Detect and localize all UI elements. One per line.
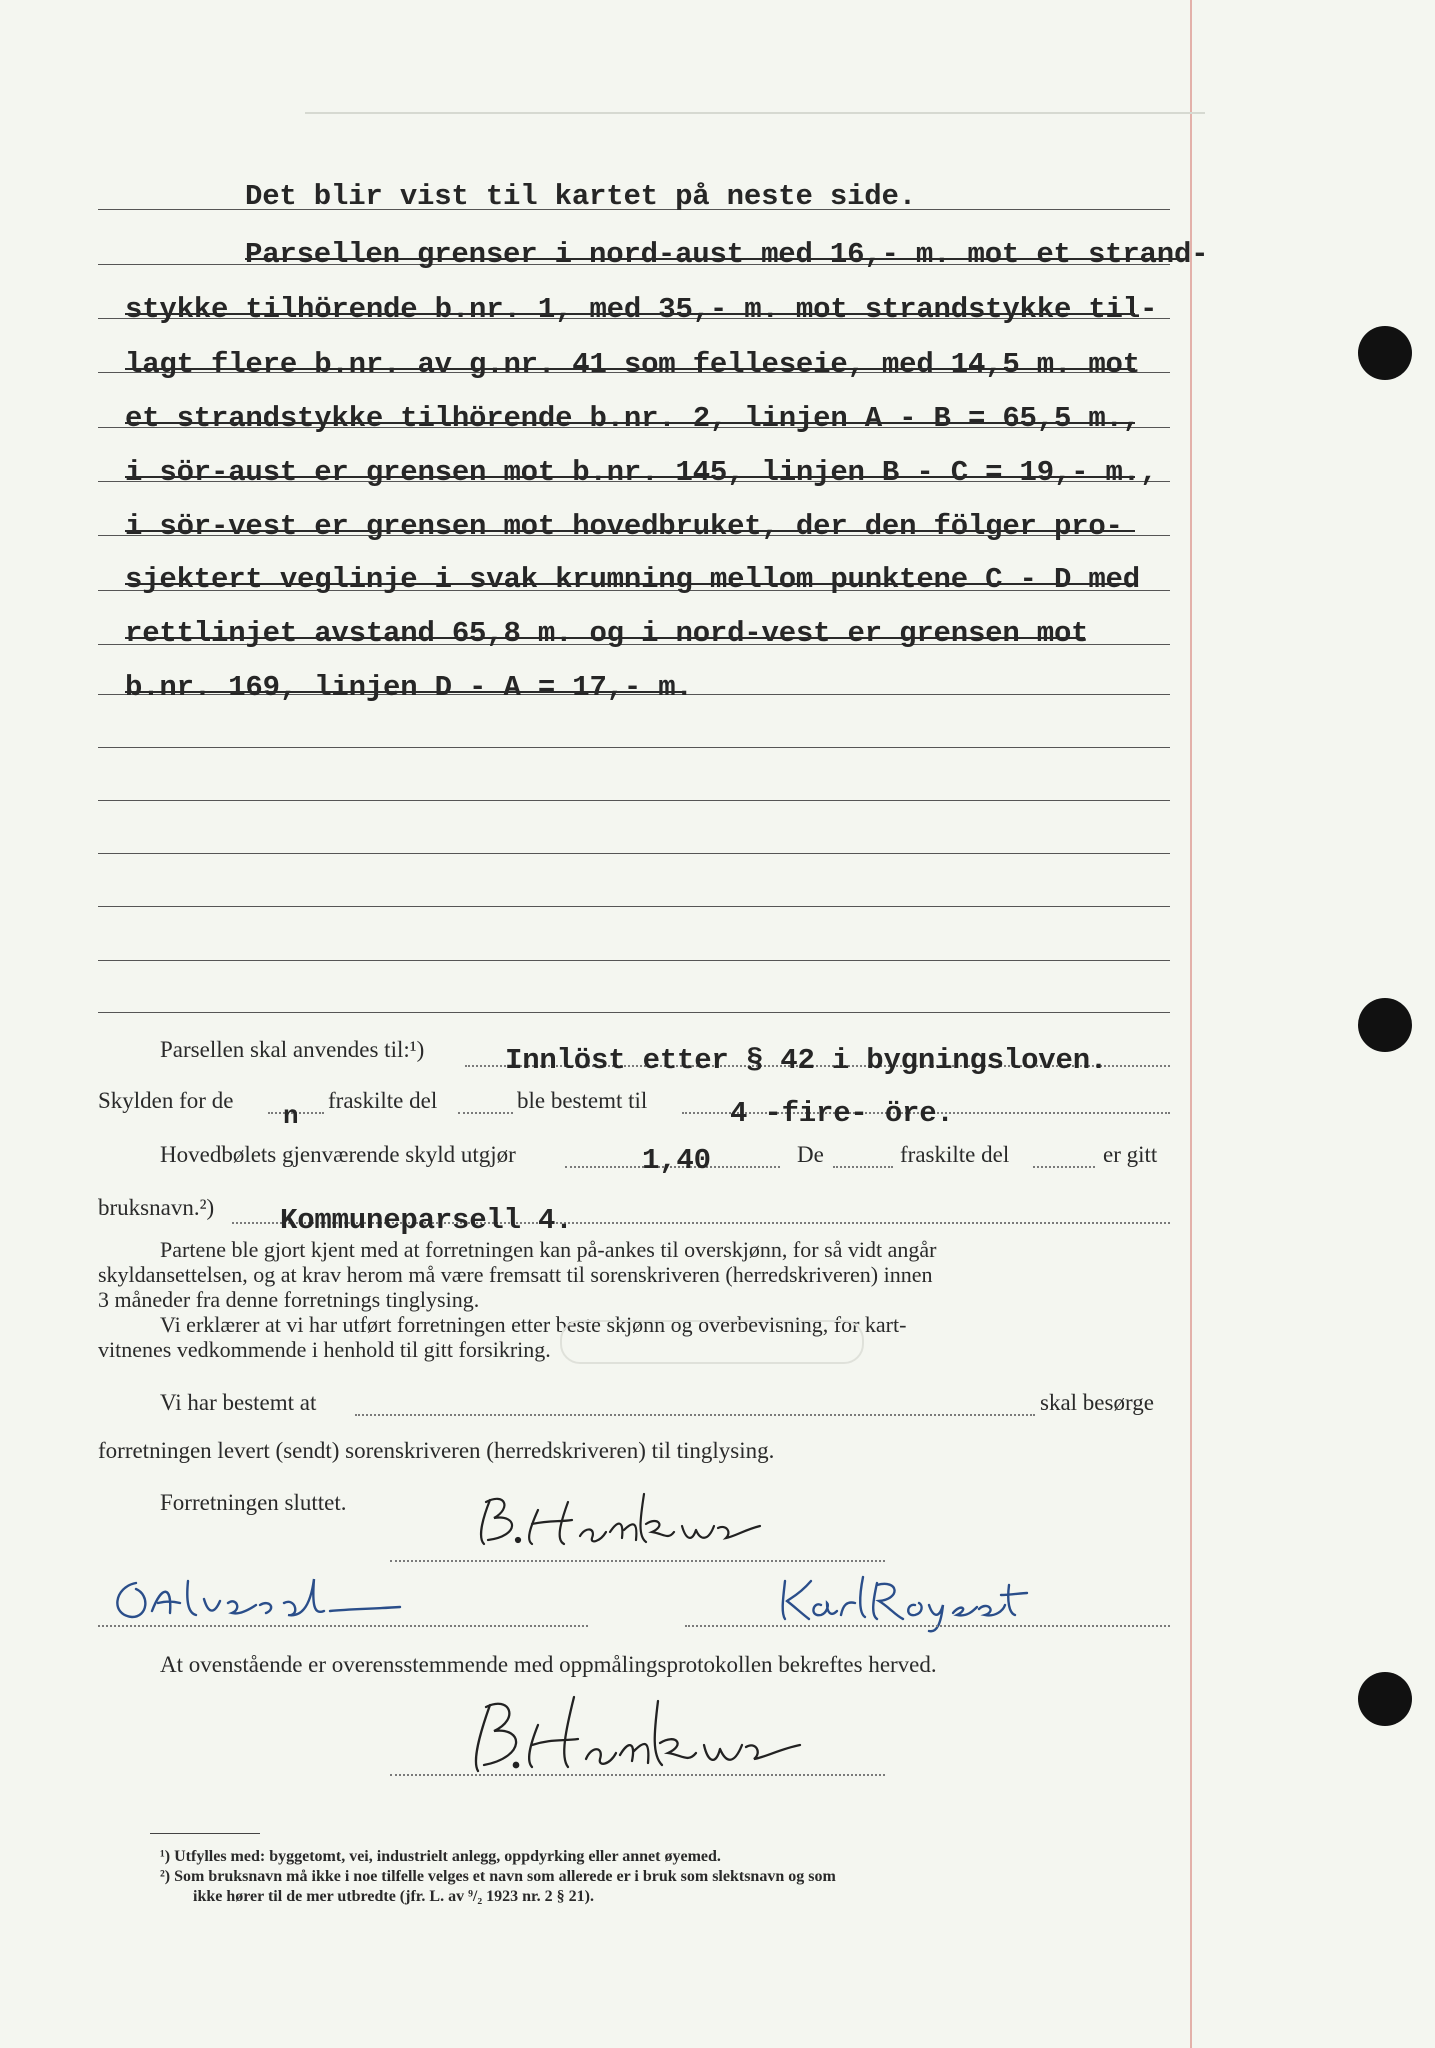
typed-line: b.nr. 169, linjen D - A = 17,- m. bbox=[125, 671, 693, 704]
signature-top-text bbox=[598, 1488, 603, 1489]
signature-right-text bbox=[870, 1590, 875, 1591]
footnote: ²) Som bruksnavn må ikke i noe tilfelle velges et navn som allerede er i bruk som slektsnavn og som bbox=[160, 1868, 836, 1885]
fill-line bbox=[1033, 1166, 1095, 1168]
confirm-text: At ovenstående er overensstemmende med oppmålingsprotokollen bekreftes herved. bbox=[160, 1652, 937, 1677]
fill-line bbox=[98, 1625, 588, 1627]
strikethrough bbox=[125, 368, 1135, 370]
closed-text: Forretningen sluttet. bbox=[160, 1490, 347, 1515]
fill-line bbox=[390, 1560, 885, 1562]
delivered-text: forretningen levert (sendt) sorenskriveren (herredskriveren) til tinglysing. bbox=[98, 1438, 775, 1463]
para-line: skyldansettelsen, og at krav herom må være fremsatt til sorenskriveren (herredskriveren) innen bbox=[98, 1262, 933, 1287]
punch-hole-bottom bbox=[1358, 1672, 1412, 1726]
rule-line bbox=[98, 800, 1170, 801]
footnote: ikke hører til de mer utbredte (jfr. L. av ⁹/₂ 1923 nr. 2 § 21). bbox=[193, 1888, 594, 1905]
signature-bottom bbox=[450, 1685, 850, 1785]
tax-label-b: fraskilte del bbox=[328, 1088, 438, 1113]
strikethrough bbox=[245, 258, 1185, 260]
fill-line bbox=[355, 1414, 1035, 1416]
name-label: bruksnavn.²) bbox=[98, 1195, 215, 1220]
tax-value: 4 -fire- öre. bbox=[730, 1097, 954, 1130]
fill-line bbox=[458, 1112, 513, 1114]
remaining-label-c: fraskilte del bbox=[900, 1142, 1010, 1167]
signature-top bbox=[460, 1480, 820, 1560]
use-label: Parsellen skal anvendes til:¹) bbox=[160, 1037, 425, 1062]
remaining-value: 1,40 bbox=[642, 1144, 711, 1177]
footnote: ¹) Utfylles med: byggetomt, vei, industrielt anlegg, oppdyrking eller annet øyemed. bbox=[160, 1848, 721, 1865]
strikethrough bbox=[125, 530, 1135, 532]
typed-line: Parsellen grenser i nord-aust med 16,- m. mot et strand- bbox=[245, 238, 1209, 271]
rule-line bbox=[98, 747, 1170, 748]
rule-line bbox=[98, 853, 1170, 854]
name-value: Kommuneparsell 4. bbox=[280, 1204, 573, 1237]
typed-line: sjektert veglinje i svak krumning mellom punktene C - D med bbox=[125, 563, 1140, 596]
strikethrough bbox=[125, 583, 1135, 585]
para-line: vitnenes vedkommende i henhold til gitt forsikring. bbox=[98, 1337, 551, 1362]
para-line: 3 måneder fra denne forretnings tinglysing. bbox=[98, 1287, 480, 1312]
signature-left-text bbox=[200, 1590, 205, 1591]
strikethrough bbox=[125, 691, 685, 693]
rule-line bbox=[98, 1012, 1170, 1013]
decided-label: Vi har bestemt at bbox=[160, 1390, 317, 1415]
fill-line bbox=[685, 1625, 1170, 1627]
typed-line: Det blir vist til kartet på neste side. bbox=[245, 180, 916, 213]
typed-line: i sör-vest er grensen mot hovedbruket, der den fölger pro- bbox=[125, 510, 1123, 543]
punch-hole-middle bbox=[1358, 998, 1412, 1052]
para-line: Partene ble gjort kjent med at forretningen kan på-ankes til overskjønn, for så vidt angår bbox=[160, 1237, 937, 1262]
strikethrough bbox=[125, 422, 1135, 424]
signature-bottom-text bbox=[600, 1720, 605, 1721]
margin-line bbox=[1190, 0, 1192, 2048]
fill-line bbox=[390, 1774, 885, 1776]
remaining-label: Hovedbølets gjenværende skyld utgjør bbox=[160, 1142, 516, 1167]
use-value: Innlöst etter § 42 i bygningsloven. bbox=[505, 1044, 1108, 1077]
rule-line bbox=[98, 960, 1170, 961]
tax-label-a: Skylden for de bbox=[98, 1088, 234, 1113]
strikethrough bbox=[125, 476, 1135, 478]
footnote-divider bbox=[150, 1833, 260, 1834]
remaining-label-d: er gitt bbox=[1103, 1142, 1158, 1167]
show-through bbox=[305, 112, 1205, 114]
para-line: Vi erklærer at vi har utført forretningen etter beste skjønn og overbevisning, for kart- bbox=[160, 1312, 907, 1337]
punch-hole-top bbox=[1358, 326, 1412, 380]
strikethrough bbox=[125, 313, 1135, 315]
typed-line: i sör-aust er grensen mot b.nr. 145, linjen B - C = 19,- m., bbox=[125, 456, 1158, 489]
tax-label-c: ble bestemt til bbox=[517, 1088, 648, 1113]
strikethrough bbox=[125, 637, 1085, 639]
typed-line: rettlinjet avstand 65,8 m. og i nord-vest er grensen mot bbox=[125, 617, 1089, 650]
typed-line: stykke tilhörende b.nr. 1, med 35,- m. mot strandstykke til- bbox=[125, 293, 1158, 326]
fill-line bbox=[833, 1166, 893, 1168]
remaining-label-b: De bbox=[797, 1142, 824, 1167]
rule-line bbox=[98, 906, 1170, 907]
decided-label-b: skal besørge bbox=[1040, 1390, 1154, 1415]
typed-line: et strandstykke tilhörende b.nr. 2, linjen A - B = 65,5 m., bbox=[125, 402, 1140, 435]
show-through bbox=[560, 1320, 864, 1364]
typed-line: lagt flere b.nr. av g.nr. 41 som felleseie, med 14,5 m. mot bbox=[125, 348, 1140, 381]
tax-blank: n bbox=[283, 1101, 299, 1131]
